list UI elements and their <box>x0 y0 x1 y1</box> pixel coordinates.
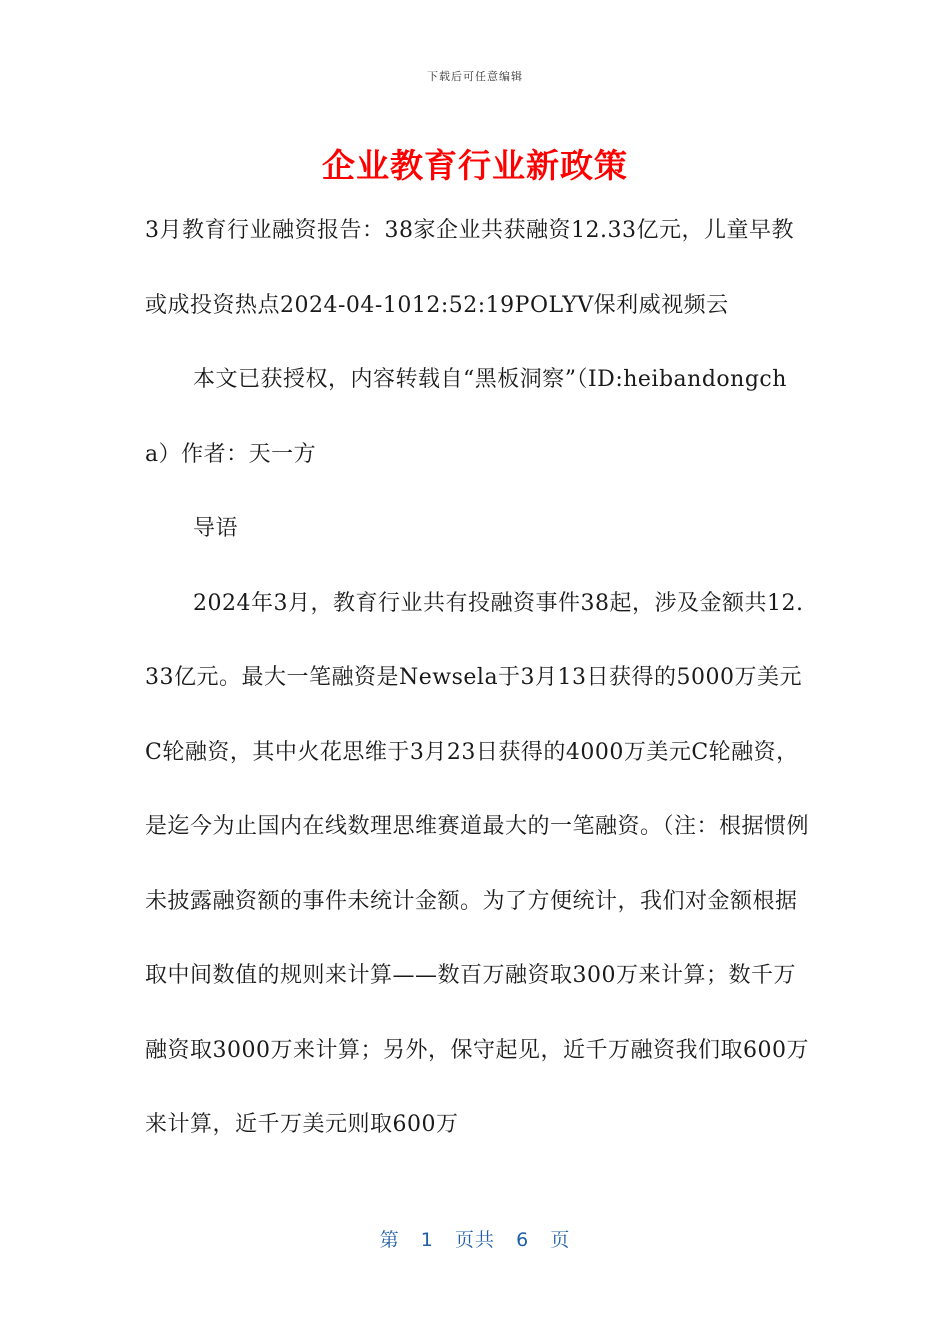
paragraph-main: 2024年3月，教育行业共有投融资事件38起，涉及金额共12.33亿元。最大一笔融资是Newsela于3月13日获得的5000万美元C轮融资，其中火花思维于3月23日获得的4000万美元C轮融资，是迄今为止国内在线数理思维赛道最大的一笔融资。（注：根据惯例未披露融资额的事件未统计金额。为了方便统计，我们对金额根据取中间数值的规则来计算——数百万融资取300万来计算；数千万融资取3000万来计算；另外，保守起见，近千万融资我们取600万来计算，近千万美元则取600万 <box>145 590 810 1137</box>
paragraph-report-heading: 3月教育行业融资报告：38家企业共获融资12.33亿元，儿童早教或成投资热点2024-04-1012:52:19POLYV保利威视频云 <box>145 218 794 318</box>
footer-page-middle: 页共 <box>454 1229 495 1251</box>
document-body <box>145 194 810 1163</box>
paragraph-intro-heading: 导语 <box>193 516 239 541</box>
paragraph-source-note: 本文已获授权，内容转载自“黑板洞察”（ID:heibandongcha）作者：天一方 <box>145 367 787 467</box>
footer-page-number: 1 <box>420 1229 434 1251</box>
footer-total-pages: 6 <box>516 1229 530 1251</box>
footer-page-prefix: 第 <box>379 1229 400 1251</box>
footer-page-suffix: 页 <box>550 1229 571 1251</box>
page-footer <box>0 1225 950 1252</box>
header-note: 下载后可任意编辑 <box>427 70 523 83</box>
document-title: 企业教育行业新政策 <box>322 146 628 185</box>
